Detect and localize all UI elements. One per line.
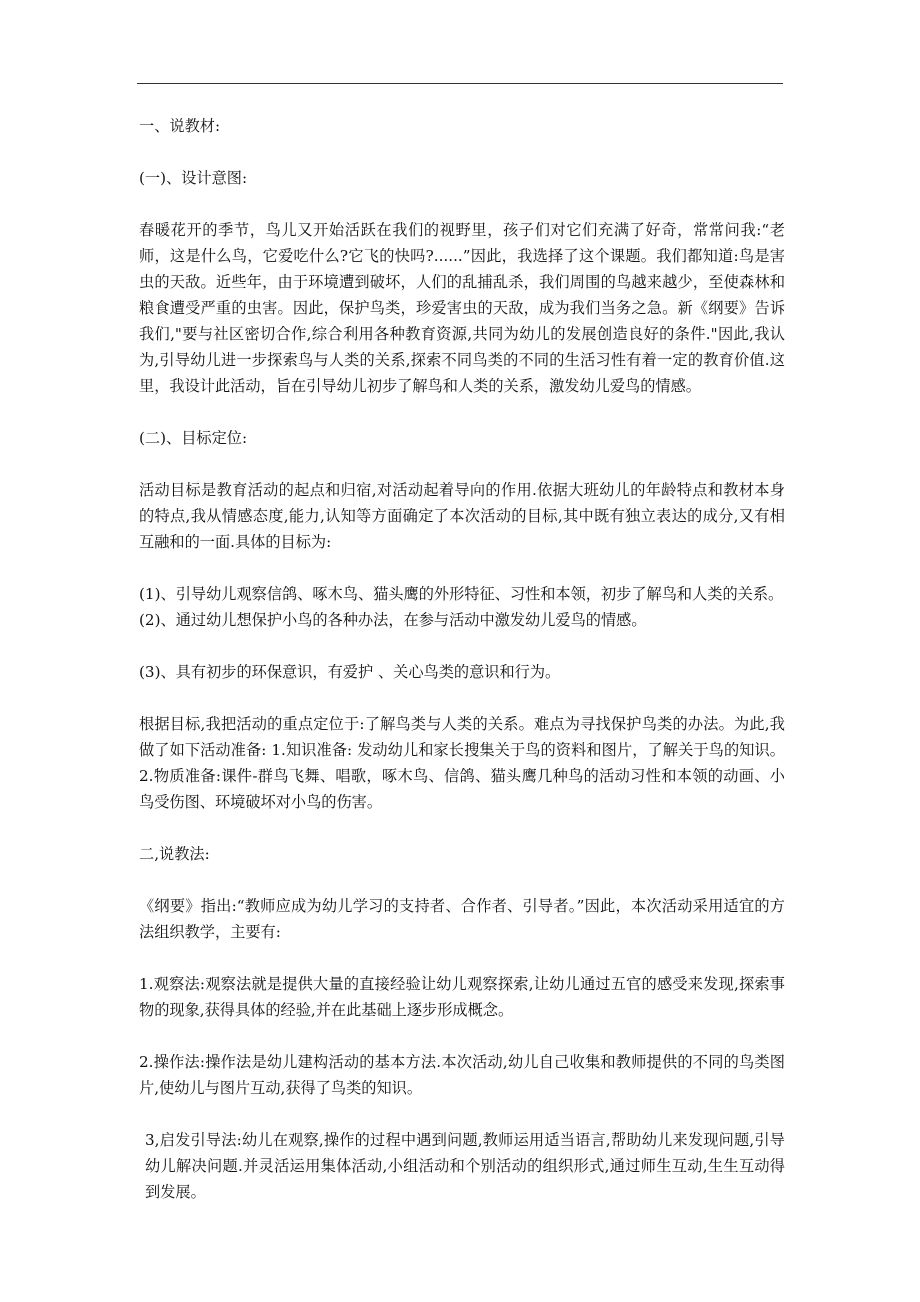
paragraph-methods-intro: 《纲要》指出:“教师应成为幼儿学习的支持者、合作者、引导者。”因此，本次活动采用适宜的方法组织教学，主要有:: [139, 897, 785, 941]
section-heading-teaching-material: 一、说教材:: [139, 117, 221, 135]
section-heading-teaching-methods: 二,说教法:: [139, 845, 210, 863]
method-item-operation: 2.操作法:操作法是幼儿建构活动的基本方法.本次活动,幼儿自己收集和教师提供的不同的鸟类图片,使幼儿与图片互动,获得了鸟类的知识。: [139, 1053, 785, 1097]
header-rule: [137, 83, 783, 84]
paragraph-preparation: 根据目标,我把活动的重点定位于:了解鸟类与人类的关系。难点为寻找保护鸟类的办法。为此,我做了如下活动准备: 1.知识准备: 发动幼儿和家长搜集关于鸟的资料和图片，了解关于鸟的知识。2.物质准备:课件-群鸟飞舞、唱歌，啄木鸟、信鸽、猫头鹰几种鸟的活动习性和本领的动画、小鸟受伤图、环境破坏对小鸟的伤害。: [139, 715, 785, 811]
goal-item-2: (2)、通过幼儿想保护小鸟的各种办法，在参与活动中激发幼儿爱鸟的情感。: [139, 611, 647, 629]
paragraph-goals-intro: 活动目标是教育活动的起点和归宿,对活动起着导向的作用.依据大班幼儿的年龄特点和教材本身的特点,我从情感态度,能力,认知等方面确定了本次活动的目标,其中既有独立表达的成分,又有相互融和的一面.具体的目标为:: [139, 481, 785, 551]
document-body: [139, 113, 785, 1231]
goal-item-3: (3)、具有初步的环保意识，有爱护 、关心鸟类的意识和行为。: [139, 663, 561, 681]
method-item-guidance: 3,启发引导法:幼儿在观察,操作的过程中遇到问题,教师运用适当语言,帮助幼儿来发现问题,引导幼儿解决问题.并灵活运用集体活动,小组活动和个别活动的组织形式,通过师生互动,生生互动得到发展。: [145, 1131, 785, 1201]
subheading-goal-positioning: (二)、目标定位:: [139, 429, 248, 447]
paragraph-design-intent: 春暖花开的季节，鸟儿又开始活跃在我们的视野里，孩子们对它们充满了好奇，常常问我:“老师，这是什么鸟，它爱吃什么?它飞的快吗?......”因此，我选择了这个课题。我们都知道:鸟是害虫的天敌。近些年，由于环境遭到破坏，人们的乱捕乱杀，我们周围的鸟越来越少，至使森林和粮食遭受严重的虫害。因此，保护鸟类，珍爱害虫的天敌，成为我们当务之急。新《纲要》告诉我们,"要与社区密切合作,综合利用各种教育资源,共同为幼儿的发展创造良好的条件."因此,我认为,引导幼儿进一步探索鸟与人类的关系,探索不同鸟类的不同的生活习性有着一定的教育价值.这里，我设计此活动，旨在引导幼儿初步了解鸟和人类的关系，激发幼儿爱鸟的情感。: [139, 221, 785, 395]
goal-item-1: (1)、引导幼儿观察信鸽、啄木鸟、猫头鹰的外形特征、习性和本领，初步了解鸟和人类的关系。: [139, 585, 784, 603]
method-item-observation: 1.观察法:观察法就是提供大量的直接经验让幼儿观察探索,让幼儿通过五官的感受来发现,探索事物的现象,获得具体的经验,并在此基础上逐步形成概念。: [139, 975, 785, 1019]
subheading-design-intent: (一)、设计意图:: [139, 169, 248, 187]
